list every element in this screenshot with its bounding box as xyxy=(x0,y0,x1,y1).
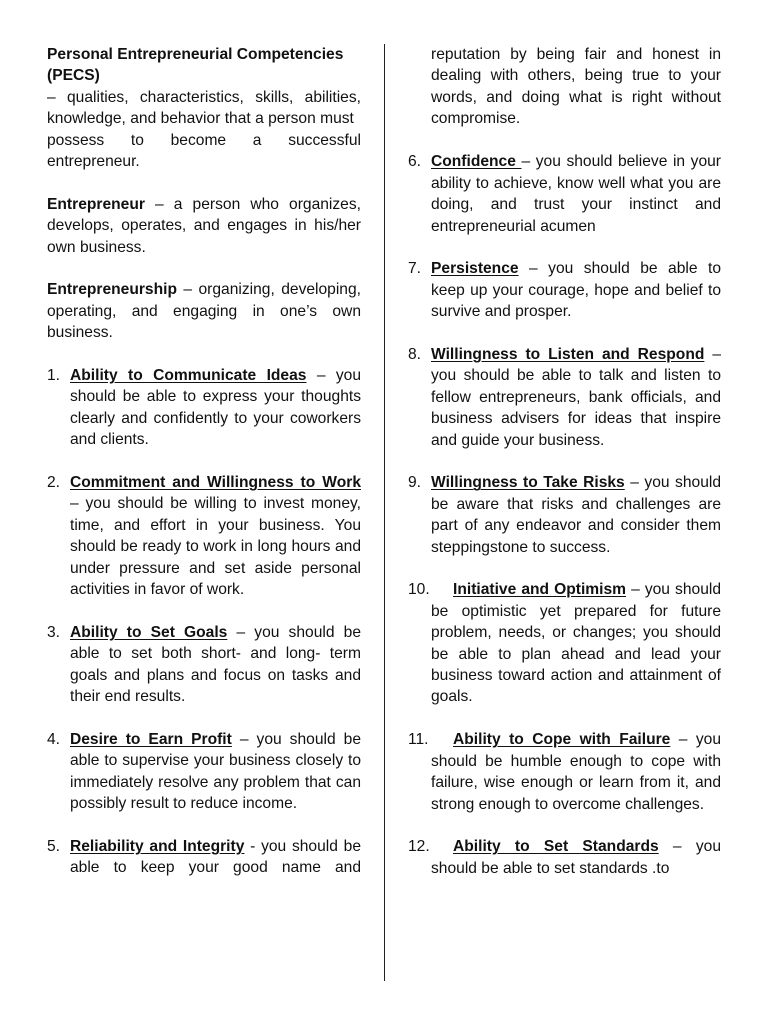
item-desc: – you should be able to express your thoughts clearly and confidently to your coworkers and clients. xyxy=(70,367,361,449)
entrepreneurship-def1: – organizing, developing, xyxy=(176,281,361,299)
list-item xyxy=(408,472,721,558)
list-item xyxy=(408,151,721,237)
item-title: Willingness to Take Risks xyxy=(431,474,625,492)
entrepreneur-term: Entrepreneur xyxy=(47,195,145,213)
list-item xyxy=(47,365,361,451)
item-title: Ability to Cope with Failure xyxy=(453,731,671,749)
list-item xyxy=(408,344,721,451)
item-number: 10. xyxy=(408,581,430,599)
list-item xyxy=(47,729,361,815)
list-item xyxy=(47,836,361,879)
pecs-definition xyxy=(47,44,361,87)
item-desc: – you should be optimistic yet prepared for future problem, needs, or changes; you should be able to plan ahead and lead your business toward action and attainment of goals. xyxy=(431,581,721,706)
pecs-title: Personal Entrepreneurial Competencies (PECS) xyxy=(47,46,344,85)
item-number: 8. xyxy=(408,346,422,364)
item-desc: – you should be able to keep up your courage, hope and belief to survive and prosper. xyxy=(431,260,721,321)
item-desc: – you should be able to supervise your business closely to immediately resolve any problem that can possibly result to reduce income. xyxy=(70,730,361,813)
item-number: 3. xyxy=(47,623,61,641)
item-desc: – you should be aware that risks and challenges are part of any endeavor and consider them steppingstone to success. xyxy=(431,474,722,556)
item-title: Ability to Communicate Ideas xyxy=(70,367,307,385)
entrepreneurship-term: Entrepreneurship xyxy=(47,281,177,299)
item-desc: – you should be able to set both short- and long- term goals and plans and focus on tasks and their end results. xyxy=(70,623,361,706)
list-item xyxy=(47,472,361,600)
item-number: 2. xyxy=(47,474,61,492)
item-title: Persistence xyxy=(431,260,519,278)
pecs-def-line2: possess to become a successful entrepreneur. xyxy=(47,131,361,171)
item-desc: – you should be willing to invest money, time, and effort in your business. You should be ready to work in long hours and under pressure and set aside personal activities in favor of work. xyxy=(70,495,361,599)
item-number: 6. xyxy=(408,153,422,171)
item-desc: – you should believe in your ability to achieve, know well what you are doing, and trust your instinct and entrepreneurial acumen xyxy=(431,153,721,235)
pecs-def-line1: – qualities, characteristics, skills, abilities, knowledge, and behavior that a person must xyxy=(47,88,361,128)
list-item-continuation xyxy=(408,44,721,130)
item-desc-continuation: reputation by being fair and honest in dealing with others, being true to your words, and doing what is right without compromise. xyxy=(431,46,721,128)
item-number: 5. xyxy=(47,837,61,855)
item-number: 7. xyxy=(408,260,422,278)
item-title: Willingness to Listen and Respond xyxy=(431,346,705,364)
list-item xyxy=(408,836,721,879)
list-item xyxy=(408,729,721,815)
item-title: Initiative and Optimism xyxy=(453,581,627,599)
item-title: Ability to Set Goals xyxy=(70,623,228,641)
item-title: Confidence xyxy=(431,153,522,171)
entrepreneurship-def-line2: operating, and engaging in one’s own business. xyxy=(47,302,361,342)
entrepreneur-def: – a person who organizes, develops, operates, and engages in his/her own business. xyxy=(47,195,361,256)
list-item xyxy=(408,579,721,707)
item-title: Commitment and Willingness to Work xyxy=(70,474,361,492)
entrepreneurship-definition xyxy=(47,279,361,300)
list-item xyxy=(408,258,721,322)
item-desc: – you should be humble enough to cope with failure, wise enough or learn from it, and strong enough to overcome challenges. xyxy=(431,731,721,813)
left-column xyxy=(47,44,361,879)
item-desc: - you should be able to keep your good name and xyxy=(70,837,361,877)
item-desc: – you should be able to talk and listen to fellow entrepreneurs, bank officials, and business advisers for ideas that inspire and guide your business. xyxy=(431,346,721,449)
entrepreneur-definition xyxy=(47,194,361,258)
list-item xyxy=(47,622,361,708)
item-title: Reliability and Integrity xyxy=(70,837,245,855)
item-desc: – you should be able to set standards .to xyxy=(431,838,722,877)
item-number: 12. xyxy=(408,838,430,856)
item-title: Ability to Set Standards xyxy=(453,838,659,856)
item-title: Desire to Earn Profit xyxy=(70,730,232,748)
right-column xyxy=(408,44,721,879)
item-number: 1. xyxy=(47,367,61,385)
item-number: 4. xyxy=(47,730,61,748)
column-divider xyxy=(384,44,385,981)
item-number: 11. xyxy=(408,731,429,749)
item-number: 9. xyxy=(408,474,422,492)
